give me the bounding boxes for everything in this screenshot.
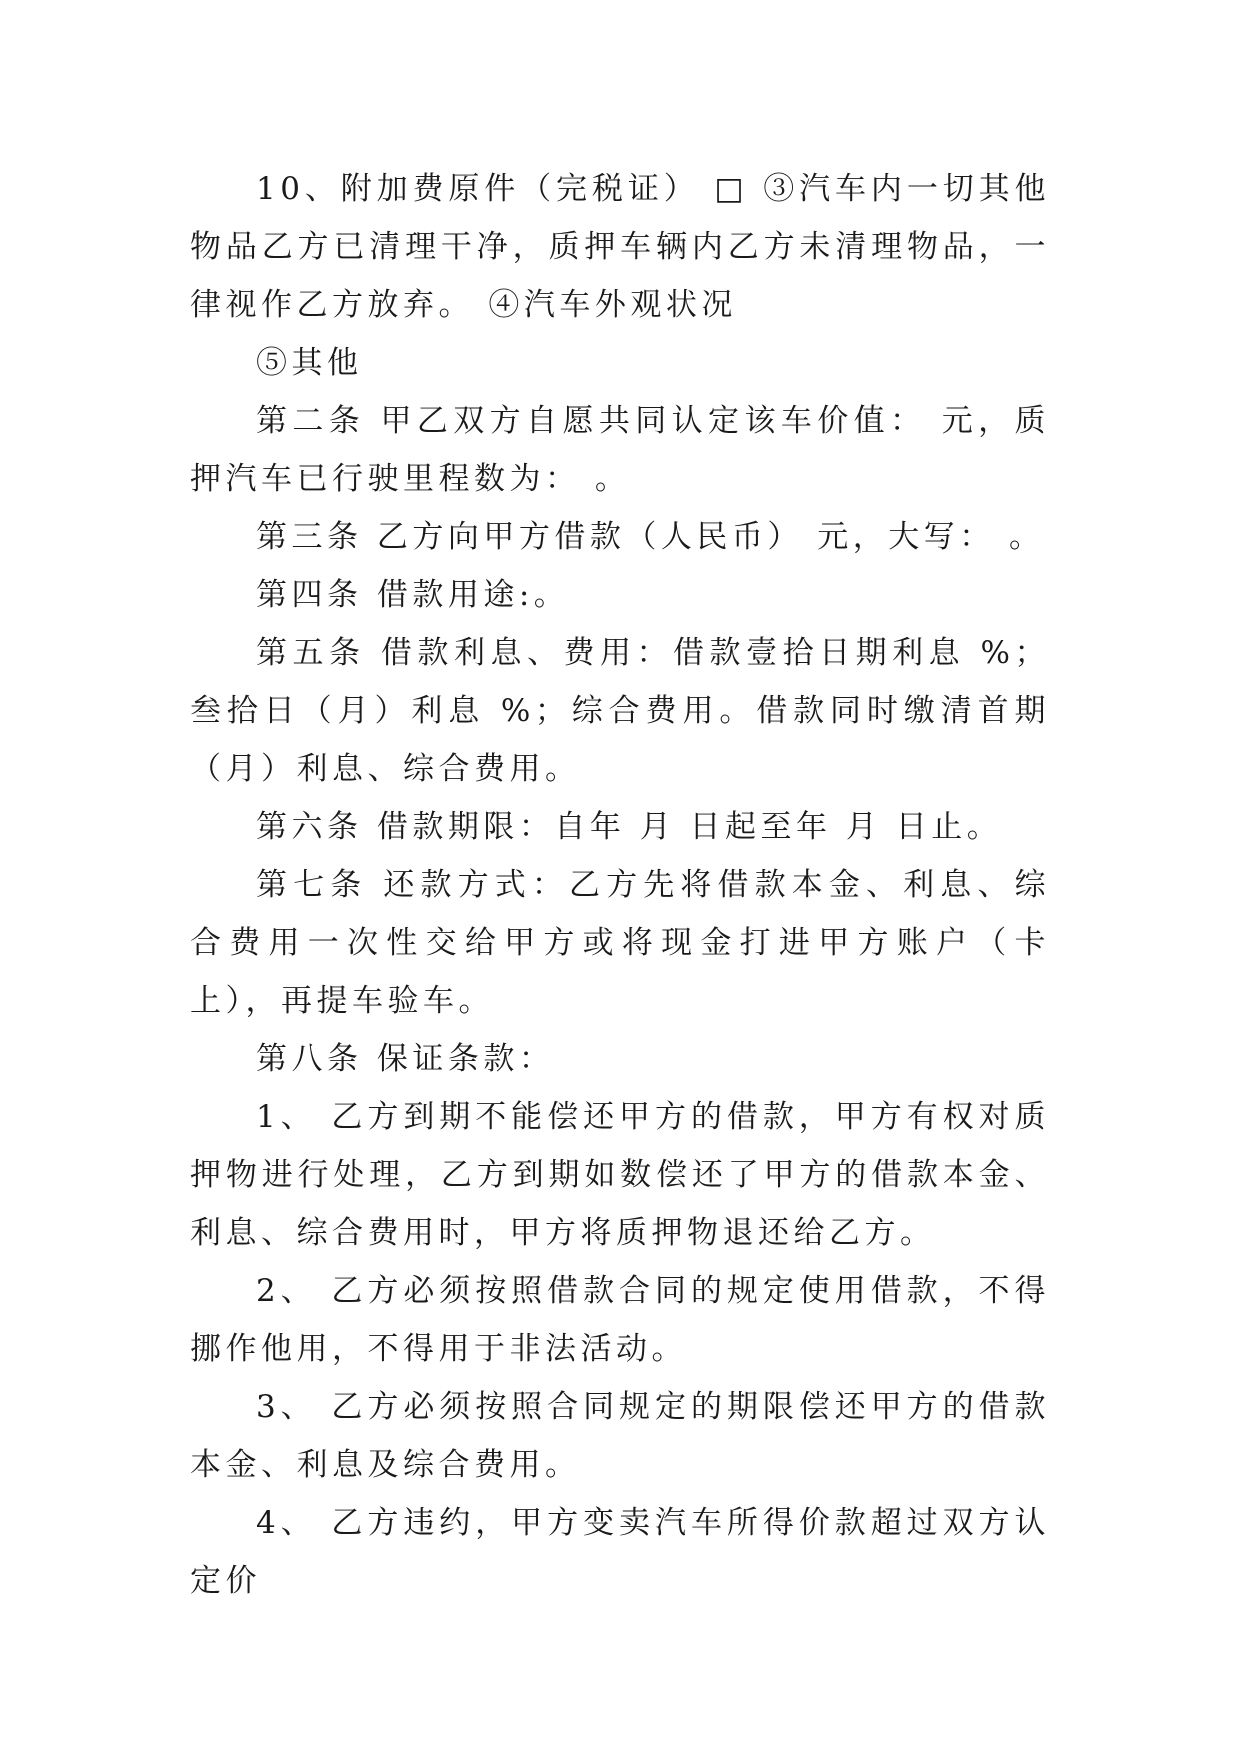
paragraph-article-2: 第二条 甲乙双方自愿共同认定该车价值： 元，质押汽车已行驶里程数为： 。 — [190, 403, 1050, 497]
paragraph-clause-1: 1、 乙方到期不能偿还甲方的借款，甲方有权对质押物进行处理，乙方到期如数偿还了甲方的借款本金、利息、综合费用时，甲方将质押物退还给乙方。 — [190, 1099, 1050, 1251]
paragraph-item-10-attachments: 10、附加费原件（完税证） □ ③汽车内一切其他物品乙方已清理干净，质押车辆内乙方未清理物品，一律视作乙方放弃。 ④汽车外观状况 — [190, 171, 1050, 323]
paragraph-article-3: 第三条 乙方向甲方借款（人民币） 元，大写： 。 — [256, 519, 1045, 555]
paragraph-other-items: ⑤其他 — [256, 345, 363, 381]
paragraph-clause-4: 4、 乙方违约，甲方变卖汽车所得价款超过双方认定价 — [190, 1505, 1050, 1599]
paragraph-article-6: 第六条 借款期限：自年 月 日起至年 月 日止。 — [256, 809, 1003, 845]
paragraph-article-7: 第七条 还款方式：乙方先将借款本金、利息、综合费用一次性交给甲方或将现金打进甲方账户（卡上），再提车验车。 — [190, 867, 1050, 1019]
document-body — [190, 160, 1050, 1610]
paragraph-article-8: 第八条 保证条款： — [256, 1041, 555, 1077]
paragraph-clause-3: 3、 乙方必须按照合同规定的期限偿还甲方的借款本金、利息及综合费用。 — [190, 1389, 1050, 1483]
paragraph-article-4: 第四条 借款用途:。 — [256, 577, 570, 613]
paragraph-article-5: 第五条 借款利息、费用：借款壹拾日期利息 %；叁拾日（月）利息 %；综合费用。借款同时缴清首期（月）利息、综合费用。 — [190, 635, 1050, 787]
paragraph-clause-2: 2、 乙方必须按照借款合同的规定使用借款，不得挪作他用，不得用于非法活动。 — [190, 1273, 1050, 1367]
